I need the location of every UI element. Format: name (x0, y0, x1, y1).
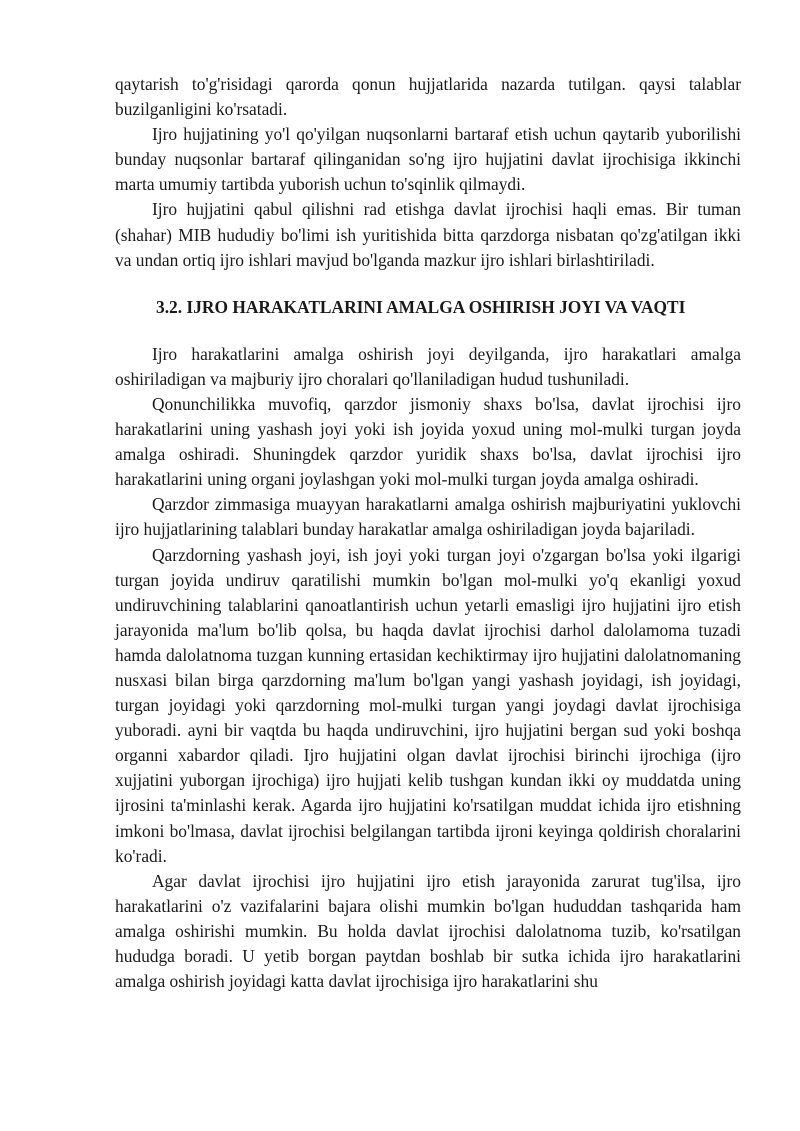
paragraph: Ijro hujjatini qabul qilishni rad etishga davlat ijrochisi haqli emas. Bir tuman (shahar) MIB hududiy bo'limi ish yuritishida bitta qarzdorga nisbatan qo'zg'atilgan ikki va undan ortiq ijro ishlari mavjud bo'lganda mazkur ijro ishlari birlashtiriladi. (115, 199, 741, 270)
paragraph-continuation: qaytarish to'g'risidagi qarorda qonun hujjatlarida nazarda tutilgan. qaysi talablar buzilganligini ko'rsatadi. (115, 74, 741, 120)
paragraph: Agar davlat ijrochisi ijro hujjatini ijro etish jarayonida zarurat tug'ilsa, ijro harakatlarini o'z vazifalarini bajara olishi mumkin bo'lgan hududdan tashqarida ham amalga oshirishi mumkin. Bu holda davlat ijrochisi dalolatnoma tuzib, ko'rsatilgan hududga boradi. U yetib borgan paytdan boshlab bir sutka ichida ijro harakatlarini amalga oshirish joyidagi katta davlat ijrochisiga ijro harakatlarini shu (115, 870, 741, 992)
paragraph: Ijro harakatlarini amalga oshirish joyi deyilganda, ijro harakatlari amalga oshiriladigan va majburiy ijro choralari qo'llaniladigan hudud tushuniladi. (115, 343, 741, 389)
paragraph: Qarzdorning yashash joyi, ish joyi yoki turgan joyi o'zgargan bo'lsa yoki ilgarigi turgan joyida undiruv qaratilishi mumkin bo'lgan mol-mulki yo'q ekanligi yoxud undiruvchining talablarini qanoatlantirish uchun yetarli emasligi ijro hujjatini ijro etish jarayonida ma'lum bo'lib qolsa, bu haqda davlat ijrochisi darhol dalolamoma tuzadi hamda dalolatnoma tuzgan kunning ertasidan kechiktirmay ijro hujjatini dalolatnomaning nusxasi bilan birga qarzdorning ma'lum bo'lgan yangi yashash joyidagi, ish joyidagi, turgan joyidagi yoki qarzdorning mol-mulki turgan yangi joydagi davlat ijrochisiga yuboradi. ayni bir vaqtda bu haqda undiruvchini, ijro hujjatini bergan sud yoki boshqa organni xabardor qiladi. Ijro hujjatini olgan davlat ijrochisi birinchi ijrochiga (ijro xujjatini yuborgan ijrochiga) ijro hujjati kelib tushgan kundan ikki oy muddatda uning ijrosini ta'minlashi kerak. Agarda ijro hujjatini ko'rsatilgan muddat ichida ijro etishning imkoni bo'lmasa, davlat ijrochisi belgilangan tartibda ijroni keyinga qoldirish choralarini ko'radi. (115, 544, 741, 866)
paragraph: Qarzdor zimmasiga muayyan harakatlarni amalga oshirish majburiyatini yuklovchi ijro hujjatlarining talablari bunday harakatlar amalga oshiriladigan joyda bajariladi. (115, 494, 741, 540)
paragraph: Qonunchilikka muvofiq, qarzdor jismoniy shaxs bo'lsa, davlat ijrochisi ijro harakatlarini uning yashash joyi yoki ish joyida yoxud uning mol-mulki turgan joyda amalga oshiradi. Shuningdek qarzdor yuridik shaxs bo'lsa, davlat ijrochisi ijro harakatlarini uning organi joylashgan yoki mol-mulki turgan joyda amalga oshiradi. (115, 393, 741, 490)
paragraph: Ijro hujjatining yo'l qo'yilgan nuqsonlarni bartaraf etish uchun qaytarib yuborilishi bunday nuqsonlar bartaraf qilinganidan so'ng ijro hujjatini davlat ijrochisiga ikkinchi marta umumiy tartibda yuborish uchun to'sqinlik qilmaydi. (115, 124, 741, 195)
section-heading: 3.2. IJRO HARAKATLARINI AMALGA OSHIRISH JOYI VA VAQTI (156, 296, 686, 317)
document-page (115, 72, 741, 994)
